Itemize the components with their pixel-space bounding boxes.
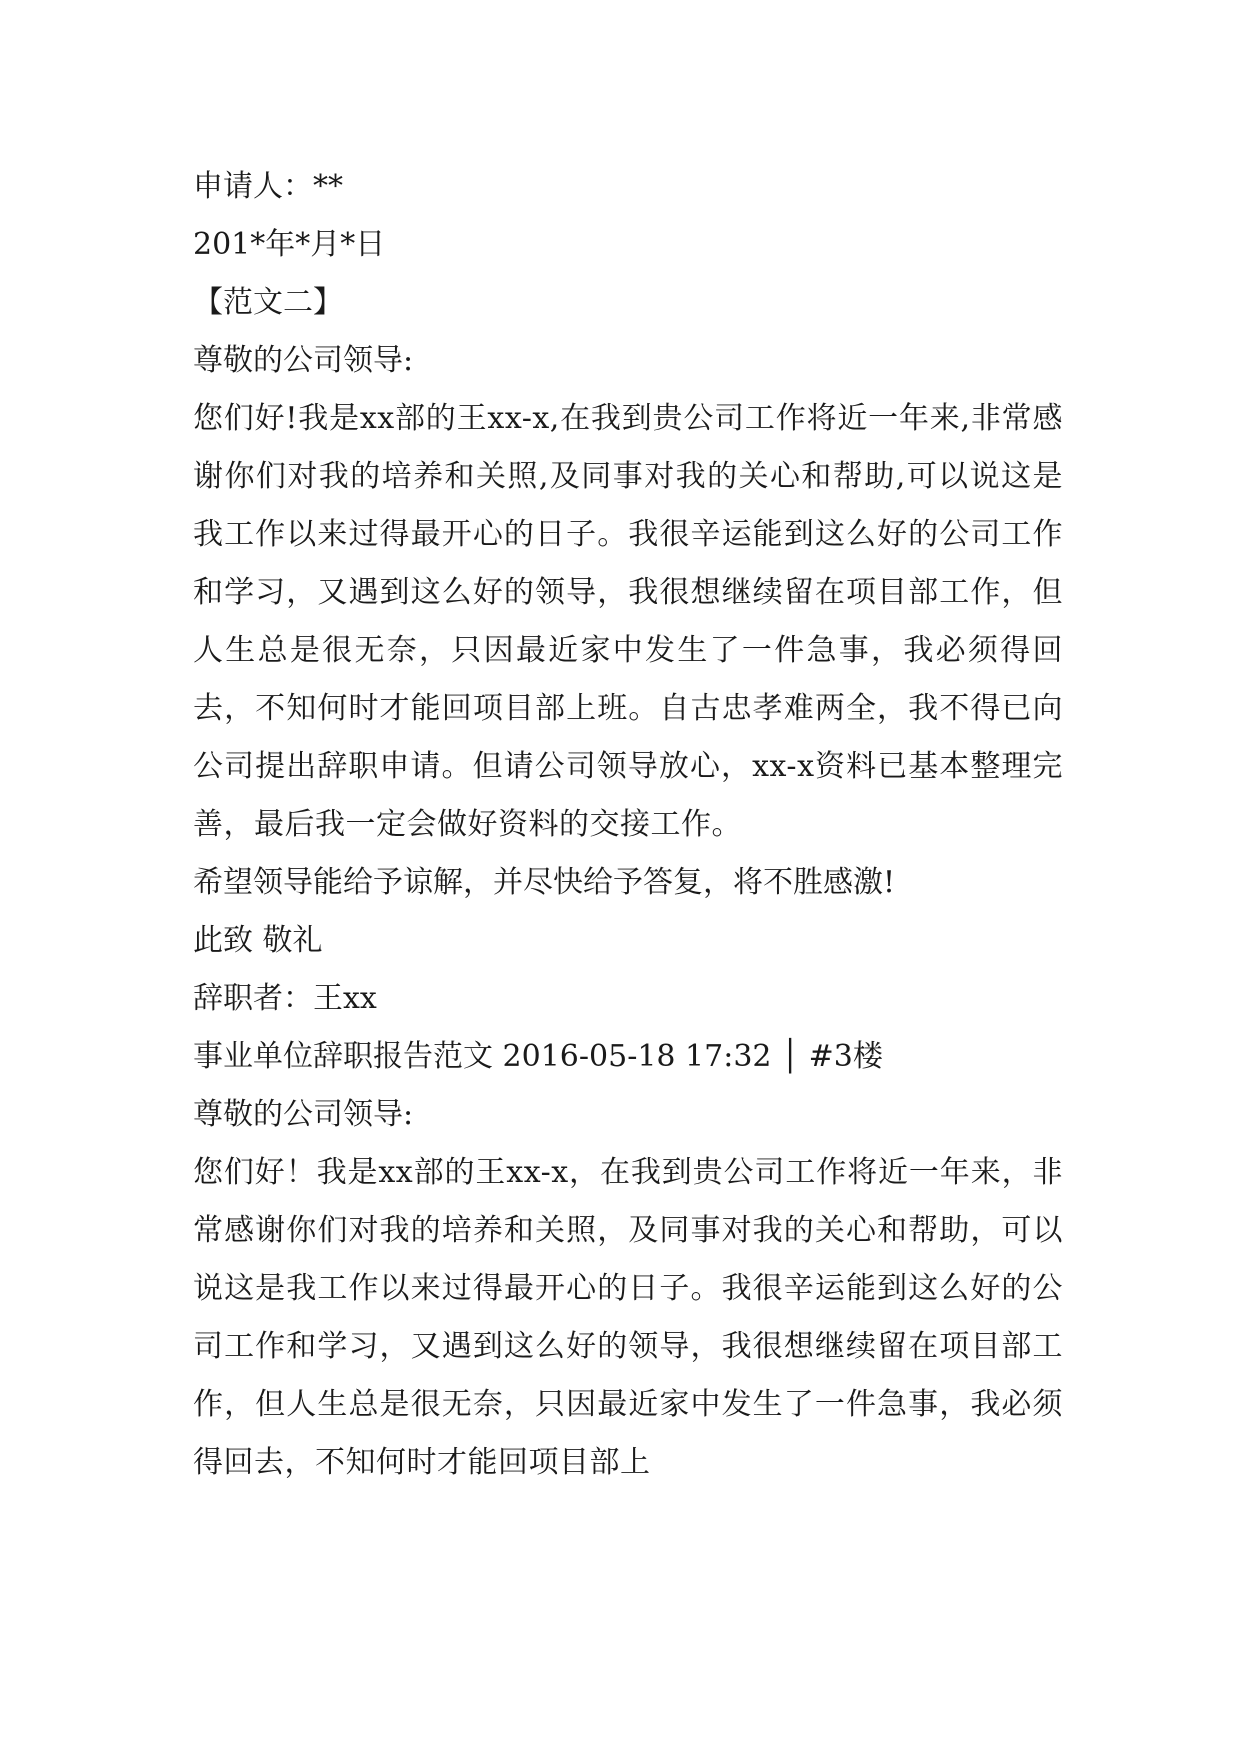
- closing-line: 此致 敬礼: [193, 923, 323, 958]
- sample-heading: 【范文二】: [193, 285, 343, 320]
- hope-line: 希望领导能给予谅解，并尽快给予答复，将不胜感激!: [193, 865, 896, 900]
- date-line: 201*年*月*日: [193, 227, 386, 262]
- salutation-first: 尊敬的公司领导:: [193, 343, 414, 378]
- signature-line: 辞职者：王xx: [193, 981, 377, 1016]
- body-paragraph-second: 您们好！我是xx部的王xx-x，在我到贵公司工作将近一年来，非常感谢你们对我的培养和关照，及同事对我的关心和帮助，可以说这是我工作以来过得最开心的日子。我很辛运能到这么好的公司工作和学习，又遇到这么好的领导，我很想继续留在项目部工作，但人生总是很无奈，只因最近家中发生了一件急事，我必须得回去，不知何时才能回项目部上: [193, 1155, 1063, 1480]
- post-header: 事业单位辞职报告范文 2016-05-18 17:32 │ #3楼: [193, 1039, 883, 1074]
- applicant-line: 申请人：**: [193, 169, 343, 204]
- salutation-second: 尊敬的公司领导:: [193, 1097, 414, 1132]
- document-content: [193, 158, 1063, 1492]
- body-paragraph-first: 您们好!我是xx部的王xx-x,在我到贵公司工作将近一年来,非常感谢你们对我的培养和关照,及同事对我的关心和帮助,可以说这是我工作以来过得最开心的日子。我很辛运能到这么好的公司工作和学习，又遇到这么好的领导，我很想继续留在项目部工作，但人生总是很无奈，只因最近家中发生了一件急事，我必须得回去，不知何时才能回项目部上班。自古忠孝难两全，我不得已向公司提出辞职申请。但请公司领导放心，xx-x资料已基本整理完善，最后我一定会做好资料的交接工作。: [193, 401, 1063, 842]
